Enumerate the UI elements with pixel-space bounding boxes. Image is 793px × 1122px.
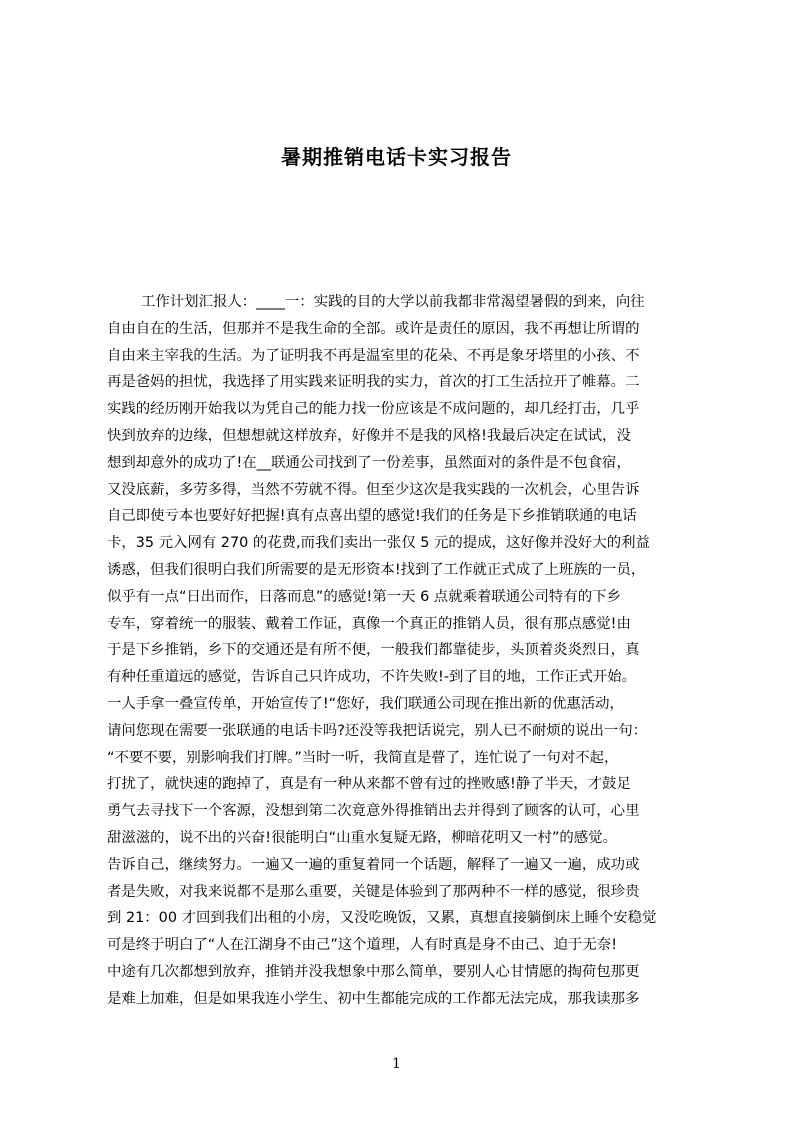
body-line: 自由来主宰我的生活。为了证明我不再是温室里的花朵、不再是象牙塔里的小孩、不 [107,347,640,364]
body-line: 卡，35 元入网有 270 的花费,而我们卖出一张仅 5 元的提成，这好像并没好大的利益 [107,535,650,552]
body-line: 者是失败，对我来说都不是那么重要，关键是体验到了那两种不一样的感觉，很珍贵 [107,883,640,900]
body-line: 似乎有一点“日出而作，日落而息”的感觉!第一天 6 点就乘着联通公司特有的下乡 [107,588,621,605]
body-line: 自己即使亏本也要好好把握!真有点喜出望的感觉!我们的任务是下乡推销联通的电话 [107,508,637,525]
body-line: 专车，穿着统一的服装、戴着工作证，真像一个真正的推销人员，很有那点感觉!由 [107,615,631,632]
body-line: 到 21：00 才回到我们出租的小房，又没吃晚饭，又累，真想直接躺倒床上睡个安稳觉 [107,910,657,927]
body-line: 中途有几次都想到放弃，推销并没我想象中那么简单，要别人心甘情愿的掏荷包那更 [107,963,640,980]
body-line: 自由自在的生活，但那并不是我生命的全部。或许是责任的原因，我不再想让所谓的 [107,320,640,337]
body-line: 请问您现在需要一张联通的电话卡吗?还没等我把话说完，别人已不耐烦的说出一句： [107,722,648,739]
body-line: 勇气去寻找下一个客源，没想到第二次竟意外得推销出去并得到了顾客的认可，心里 [107,803,640,820]
body-line: 可是终于明白了“人在江湖身不由己”这个道理，人有时真是身不由己、迫于无奈! [107,937,617,954]
body-line: 有种任重道远的感觉，告诉自己只许成功，不许失败!-到了目的地，工作正式开始。 [107,669,637,686]
document-title: 暑期推销电话卡实习报告 [281,145,512,169]
body-line: “不要不要，别影响我们打牌。”当时一听，我简直是瞢了，连忙说了一句对不起， [107,749,619,766]
body-line: 想到却意外的成功了!在__联通公司找到了一份差事，虽然面对的条件是不包食宿， [107,454,631,471]
body-line: 告诉自己，继续努力。一遍又一遍的重复着同一个话题，解释了一遍又一遍，成功或 [107,856,640,873]
report-body [107,289,700,1013]
body-line: 再是爸妈的担忧，我选择了用实践来证明我的实力，首次的打工生活拉开了帷幕。二 [107,374,640,391]
page-number: 1 [392,1056,401,1072]
body-line: 工作计划汇报人：____一：实践的目的大学以前我都非常渴望暑假的到来，向往 [141,294,645,310]
body-line: 于是下乡推销，乡下的交通还是有所不便，一般我们都靠徒步，头顶着炎炎烈日，真 [107,642,640,659]
body-line: 实践的经历刚开始我以为凭自己的能力找一份应该是不成问题的，却几经打击，几乎 [107,401,640,418]
body-line: 一人手拿一叠宣传单，开始宣传了!“您好，我们联通公司现在推出新的优惠活动， [107,695,624,712]
body-line: 打扰了，就快速的跑掉了，真是有一种从来都不曾有过的挫败感!静了半天，才鼓足 [107,776,631,793]
body-line: 又没底薪，多劳多得，当然不劳就不得。但至少这次是我实践的一次机会，心里告诉 [107,481,640,498]
body-line: 快到放弃的边缘，但想想就这样放弃，好像并不是我的风格!我最后决定在试试，没 [107,427,631,444]
body-line: 诱惑，但我们很明白我们所需要的是无形资本!找到了工作就正式成了上班族的一员， [107,561,646,578]
body-line: 甜滋滋的，说不出的兴奋!很能明白“山重水复疑无路，柳暗花明又一村”的感觉。 [107,829,617,846]
body-line: 是难上加难，但是如果我连小学生、初中生都能完成的工作都无法完成，那我读那多 [107,990,640,1007]
